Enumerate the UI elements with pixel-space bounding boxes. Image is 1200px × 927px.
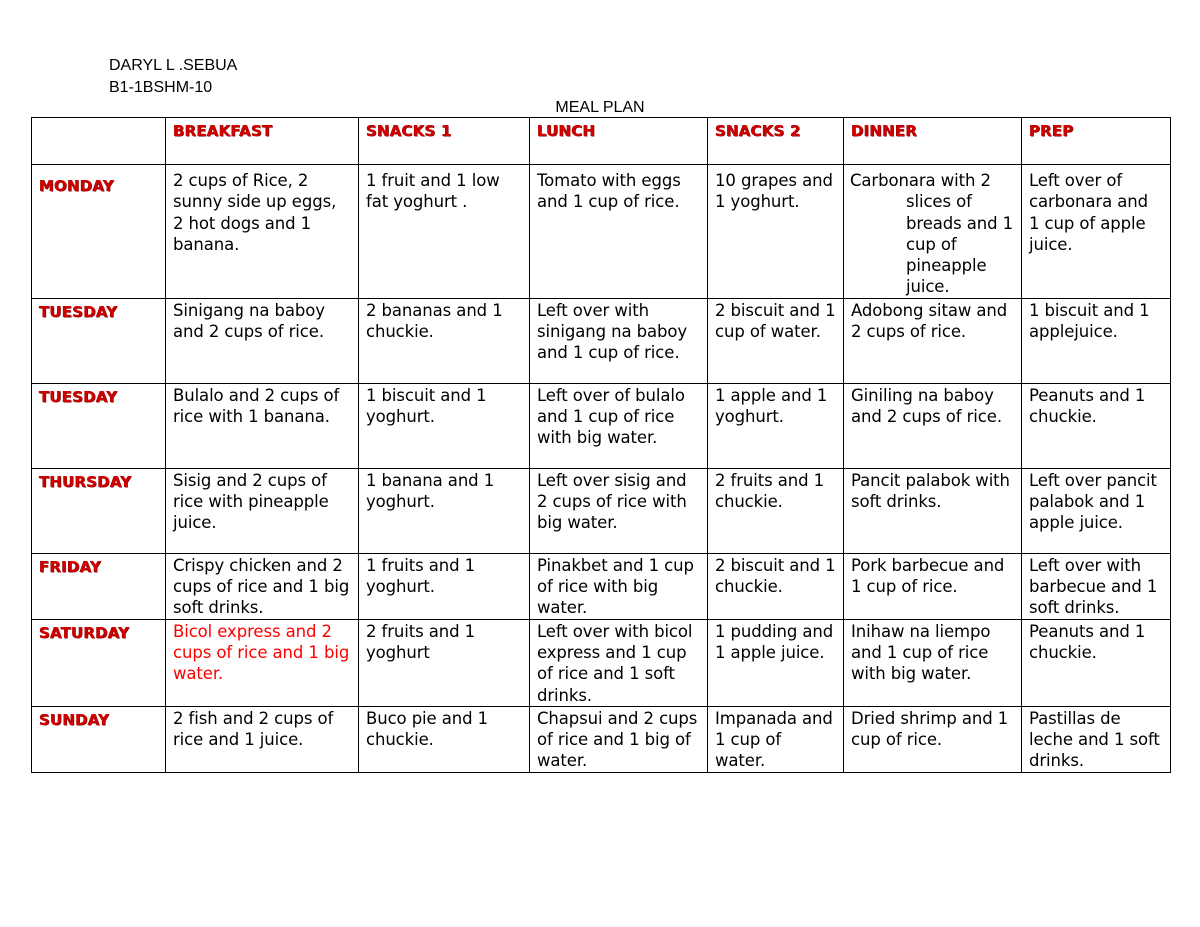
snacks2-cell: 10 grapes and 1 yoghurt. — [708, 165, 844, 299]
lunch-cell: Left over of bulalo and 1 cup of rice with big water. — [530, 383, 708, 468]
table-row — [32, 298, 1171, 383]
day-label: TUESDAY — [32, 298, 166, 383]
breakfast-cell-highlighted: Bicol express and 2 cups of rice and 1 big water. — [166, 619, 359, 706]
column-header-snacks-2: SNACKS 2 — [708, 118, 844, 165]
snacks1-cell: 2 bananas and 1 chuckie. — [359, 298, 530, 383]
dinner-cell: Giniling na baboy and 2 cups of rice. — [844, 383, 1022, 468]
dinner-cell: Carbonara with 2 slices of breads and 1 cup of pineapple juice. — [844, 165, 1022, 299]
table-row — [32, 468, 1171, 553]
column-header-lunch: LUNCH — [530, 118, 708, 165]
snacks1-cell: Buco pie and 1 chuckie. — [359, 706, 530, 772]
header-row — [32, 118, 1171, 165]
lunch-cell: Left over sisig and 2 cups of rice with big water. — [530, 468, 708, 553]
prep-cell: Left over pancit palabok and 1 apple juice. — [1022, 468, 1171, 553]
snacks2-cell: 2 biscuit and 1 chuckie. — [708, 553, 844, 619]
table-row — [32, 553, 1171, 619]
corner-cell — [32, 118, 166, 165]
lunch-cell: Pinakbet and 1 cup of rice with big water. — [530, 553, 708, 619]
snacks2-cell: Impanada and 1 cup of water. — [708, 706, 844, 772]
snacks2-cell: 1 apple and 1 yoghurt. — [708, 383, 844, 468]
table-row — [32, 383, 1171, 468]
dinner-cell: Adobong sitaw and 2 cups of rice. — [844, 298, 1022, 383]
day-label: MONDAY — [32, 165, 166, 299]
table-row — [32, 165, 1171, 299]
student-name: DARYL L .SEBUA — [109, 57, 238, 74]
dinner-cell: Inihaw na liempo and 1 cup of rice with big water. — [844, 619, 1022, 706]
column-header-prep: PREP — [1022, 118, 1171, 165]
prep-cell: Peanuts and 1 chuckie. — [1022, 383, 1171, 468]
dinner-cell: Dried shrimp and 1 cup of rice. — [844, 706, 1022, 772]
snacks1-cell: 2 fruits and 1 yoghurt — [359, 619, 530, 706]
breakfast-cell: Crispy chicken and 2 cups of rice and 1 big soft drinks. — [166, 553, 359, 619]
table-row — [32, 619, 1171, 706]
breakfast-cell: Sinigang na baboy and 2 cups of rice. — [166, 298, 359, 383]
breakfast-cell: 2 cups of Rice, 2 sunny side up eggs, 2 hot dogs and 1 banana. — [166, 165, 359, 299]
prep-cell: Peanuts and 1 chuckie. — [1022, 619, 1171, 706]
meal-plan-title: MEAL PLAN — [555, 99, 645, 116]
column-header-snacks-1: SNACKS 1 — [359, 118, 530, 165]
prep-cell: Left over with barbecue and 1 soft drinks. — [1022, 553, 1171, 619]
meal-plan-table — [31, 117, 1171, 773]
day-label: SUNDAY — [32, 706, 166, 772]
lunch-cell: Chapsui and 2 cups of rice and 1 big of water. — [530, 706, 708, 772]
snacks1-cell: 1 banana and 1 yoghurt. — [359, 468, 530, 553]
breakfast-cell: 2 fish and 2 cups of rice and 1 juice. — [166, 706, 359, 772]
snacks1-cell: 1 fruit and 1 low fat yoghurt . — [359, 165, 530, 299]
lunch-cell: Left over with bicol express and 1 cup of rice and 1 soft drinks. — [530, 619, 708, 706]
snacks2-cell: 2 biscuit and 1 cup of water. — [708, 298, 844, 383]
table-row — [32, 706, 1171, 772]
column-header-breakfast: BREAKFAST — [166, 118, 359, 165]
breakfast-cell: Sisig and 2 cups of rice with pineapple juice. — [166, 468, 359, 553]
lunch-cell: Left over with sinigang na baboy and 1 cup of rice. — [530, 298, 708, 383]
column-header-dinner: DINNER — [844, 118, 1022, 165]
prep-cell: Left over of carbonara and 1 cup of apple juice. — [1022, 165, 1171, 299]
lunch-cell: Tomato with eggs and 1 cup of rice. — [530, 165, 708, 299]
breakfast-cell: Bulalo and 2 cups of rice with 1 banana. — [166, 383, 359, 468]
dinner-cell: Pork barbecue and 1 cup of rice. — [844, 553, 1022, 619]
day-label: SATURDAY — [32, 619, 166, 706]
dinner-cell: Pancit palabok with soft drinks. — [844, 468, 1022, 553]
document-title — [0, 98, 1200, 118]
snacks2-cell: 1 pudding and 1 apple juice. — [708, 619, 844, 706]
snacks2-cell: 2 fruits and 1 chuckie. — [708, 468, 844, 553]
class-section: B1-1BSHM-10 — [109, 79, 213, 96]
day-label: FRIDAY — [32, 553, 166, 619]
prep-cell: 1 biscuit and 1 applejuice. — [1022, 298, 1171, 383]
snacks1-cell: 1 biscuit and 1 yoghurt. — [359, 383, 530, 468]
day-label: THURSDAY — [32, 468, 166, 553]
day-label: TUESDAY — [32, 383, 166, 468]
snacks1-cell: 1 fruits and 1 yoghurt. — [359, 553, 530, 619]
prep-cell: Pastillas de leche and 1 soft drinks. — [1022, 706, 1171, 772]
